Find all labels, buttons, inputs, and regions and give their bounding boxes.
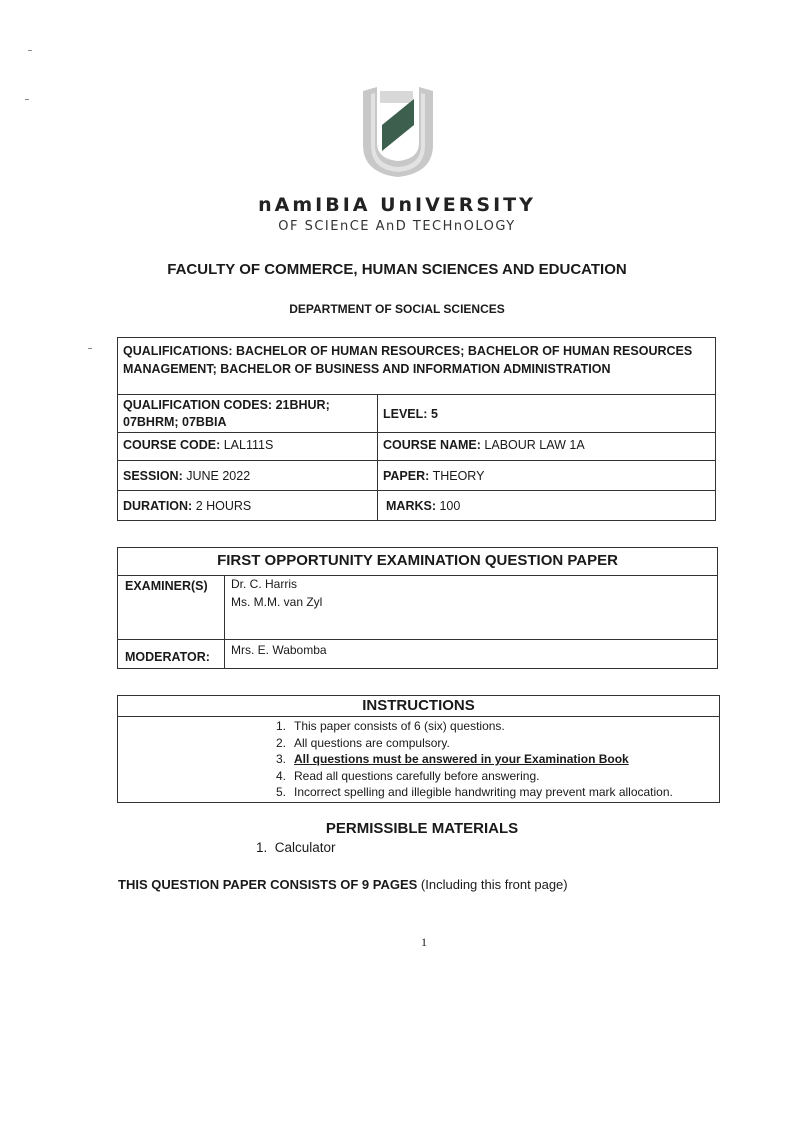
duration-value: 2 HOURS — [195, 499, 252, 513]
course-name-label: COURSE NAME: — [383, 438, 481, 452]
pages-note — [118, 877, 568, 892]
list-item-text: Incorrect spelling and illegible handwriting may prevent mark allocation. — [294, 785, 673, 799]
paper-value: THEORY — [432, 469, 485, 483]
examiners-label: EXAMINER(S) — [125, 579, 208, 593]
permissible-item — [256, 840, 336, 855]
list-item-text: Read all questions carefully before answering. — [294, 768, 540, 783]
permissible-item-number: 1. — [256, 840, 268, 855]
scan-mark — [25, 99, 29, 100]
examination-table — [117, 547, 718, 669]
university-name: nAmIBIA UnIVERSITY — [258, 194, 536, 216]
list-item-number: 2. — [275, 735, 286, 750]
list-item-number: 1. — [275, 719, 286, 733]
page-number: 1 — [421, 935, 427, 949]
duration-label: DURATION: — [123, 499, 193, 513]
instructions-list — [258, 718, 718, 801]
permissible-item-text: Calculator — [274, 840, 336, 855]
list-item-text: All questions must be answered in your Examination Book — [294, 752, 629, 766]
examiner-name: Dr. C. Harris — [231, 577, 297, 591]
permissible-materials-title: PERMISSIBLE MATERIALS — [325, 820, 519, 837]
list-item — [258, 751, 718, 768]
course-name-cell — [383, 437, 585, 454]
department-heading: DEPARTMENT OF SOCIAL SCIENCES — [289, 302, 505, 316]
qualification-codes-cell — [123, 397, 373, 431]
list-item — [258, 735, 718, 752]
marks-label: MARKS: — [386, 499, 436, 513]
instructions-title: INSTRUCTIONS — [362, 697, 475, 714]
course-code-value: LAL111S — [223, 438, 274, 452]
level-label: LEVEL: — [383, 407, 428, 421]
list-item-text: All questions are compulsory. — [294, 735, 450, 750]
list-item — [258, 768, 718, 785]
university-subtitle: OF SCIEnCE AnD TECHnOLOGY — [278, 219, 516, 234]
session-value: JUNE 2022 — [186, 469, 251, 483]
qualification-codes-label: QUALIFICATION CODES: — [123, 398, 273, 412]
duration-cell — [123, 498, 251, 515]
paper-cell — [383, 468, 484, 485]
course-code-label: COURSE CODE: — [123, 438, 221, 452]
exam-paper-title: FIRST OPPORTUNITY EXAMINATION QUESTION PAPER — [217, 552, 618, 569]
moderator-name: Mrs. E. Wabomba — [231, 643, 327, 657]
list-item — [258, 784, 718, 801]
list-item-number: 4. — [275, 768, 286, 783]
marks-value: 100 — [439, 499, 461, 513]
scan-mark — [88, 348, 92, 349]
session-cell — [123, 468, 250, 485]
qualification-table — [117, 337, 716, 521]
course-code-cell — [123, 437, 273, 454]
pages-note-normal: (Including this front page) — [420, 877, 568, 892]
moderator-label: MODERATOR: — [125, 650, 210, 664]
qualification-codes-value: 21BHUR; 07BHRM; 07BBIA — [123, 398, 330, 429]
level-cell — [383, 406, 438, 423]
pages-note-bold: THIS QUESTION PAPER CONSISTS OF 9 PAGES — [118, 877, 418, 892]
faculty-heading: FACULTY OF COMMERCE, HUMAN SCIENCES AND EDUCATION — [167, 261, 627, 278]
list-item-text: This paper consists of 6 (six) questions. — [294, 719, 505, 733]
level-value: 5 — [430, 407, 438, 421]
university-logo — [357, 85, 439, 180]
examiner-name: Ms. M.M. van Zyl — [231, 595, 323, 609]
qualifications-text: QUALIFICATIONS: BACHELOR OF HUMAN RESOURCES; BACHELOR OF HUMAN RESOURCES MANAGEMENT; BACHELOR OF BUSINESS AND INFORMATION ADMINISTRATION — [123, 344, 693, 376]
course-name-value: LABOUR LAW 1A — [484, 438, 585, 452]
session-label: SESSION: — [123, 469, 183, 483]
marks-cell — [386, 498, 460, 515]
scan-mark — [28, 50, 32, 51]
list-item-number: 3. — [275, 752, 286, 766]
list-item-number: 5. — [275, 785, 286, 799]
paper-label: PAPER: — [383, 469, 430, 483]
list-item — [258, 718, 718, 735]
instructions-box — [117, 695, 720, 803]
